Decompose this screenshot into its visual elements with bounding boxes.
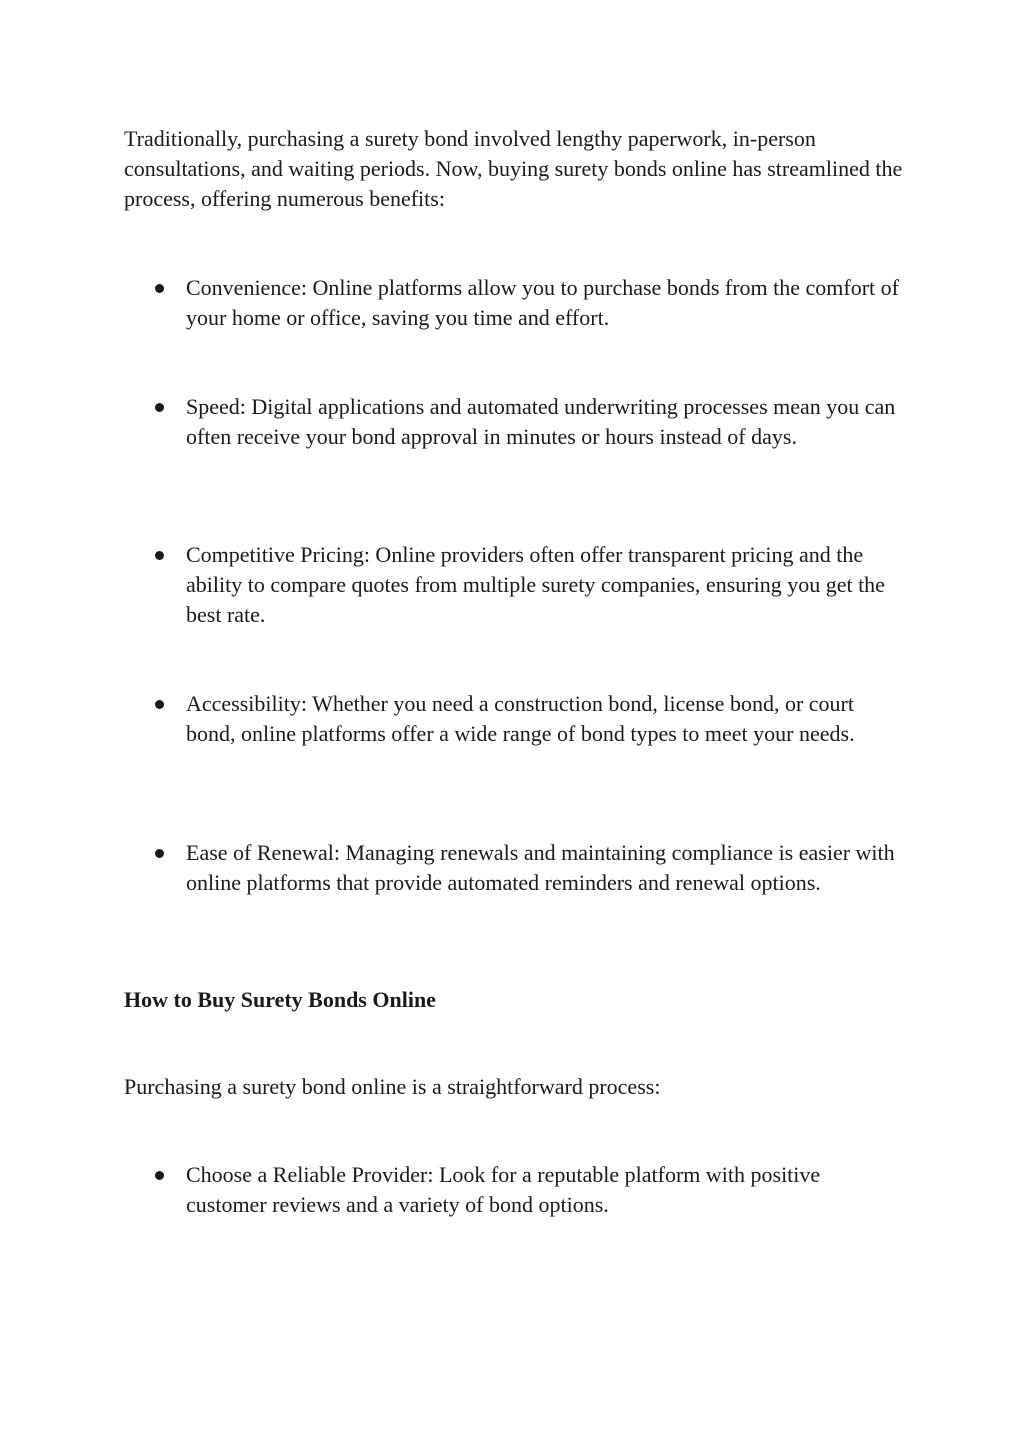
bullet-icon xyxy=(155,849,164,858)
list-item-text: Ease of Renewal: Managing renewals and maintaining compliance is easier with online platforms that provide automated reminders and renewal options. xyxy=(186,840,895,895)
section-intro-paragraph: Purchasing a surety bond online is a straightforward process: xyxy=(124,1074,661,1099)
list-item-text: Speed: Digital applications and automated underwriting processes mean you can often receive your bond approval in minutes or hours instead of days. xyxy=(186,394,896,449)
bullet-icon xyxy=(155,284,164,293)
bullet-icon xyxy=(155,1171,164,1180)
bullet-icon xyxy=(155,403,164,412)
bullet-icon xyxy=(155,700,164,709)
list-item-text: Choose a Reliable Provider: Look for a reputable platform with positive customer reviews and a variety of bond options. xyxy=(186,1162,821,1217)
bullet-icon xyxy=(155,551,164,560)
intro-paragraph: Traditionally, purchasing a surety bond involved lengthy paperwork, in-person consultations, and waiting periods. Now, buying surety bonds online has streamlined the process, offering numerous benefits: xyxy=(124,126,903,211)
list-item-text: Competitive Pricing: Online providers often offer transparent pricing and the ability to compare quotes from multiple surety companies, ensuring you get the best rate. xyxy=(186,542,885,627)
list-item-text: Accessibility: Whether you need a construction bond, license bond, or court bond, online platforms offer a wide range of bond types to meet your needs. xyxy=(186,691,855,746)
list-item-text: Convenience: Online platforms allow you to purchase bonds from the comfort of your home or office, saving you time and effort. xyxy=(186,275,899,330)
section-heading: How to Buy Surety Bonds Online xyxy=(124,987,436,1012)
